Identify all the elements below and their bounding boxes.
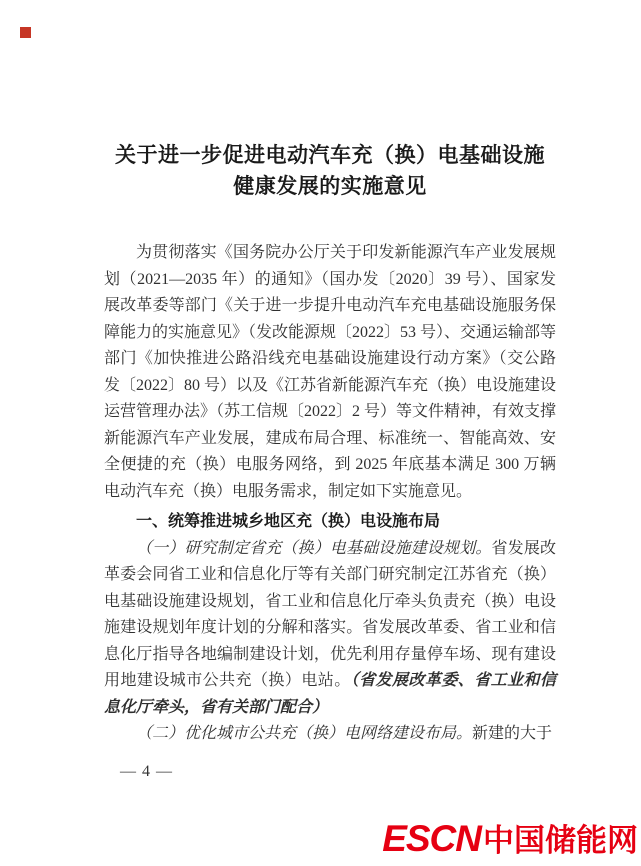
paragraph-item-1 — [104, 536, 556, 722]
escn-logo-text-en: ESCN — [382, 818, 481, 859]
text-segment: 为贯彻落实《国务院办公厅关于印发新能源汽车产业发展规划（2021—2035 年）的通知》（国办发〔2020〕39 号）、国家发展改革委等部门《关于进一步提升电动汽车充电基础设施服务保障能力的实施意见》（发改能源规〔2022〕53 号）、交通运输部等部门《加快推进公路沿线充电基础设施建设行动方案》（交公路发〔2022〕80 号）以及《江苏省新能源汽车充（换）电设施建设运营管理办法》（苏工信规〔2022〕2 号）等文件精神，有效支撑新能源汽车产业发展，建成布局合理、标准统一、智能高效、安全便捷的充（换）电服务网络，到 2025 年底基本满足 300 万辆电动汽车充（换）电服务需求，制定如下实施意见。 — [104, 244, 557, 500]
escn-logo — [382, 819, 638, 866]
document-title — [104, 140, 556, 202]
item-1-lead-segment: （一）研究制定省充（换）电基础设施建设规划。 — [136, 539, 492, 557]
document-title-line-1: 关于进一步促进电动汽车充（换）电基础设施 — [115, 143, 545, 167]
paragraph-item-2 — [104, 721, 556, 748]
item-2-body-segment: 新建的大于 — [472, 725, 553, 742]
item-2-lead-segment: （二）优化城市公共充（换）电网络建设布局。 — [136, 725, 473, 742]
text-segment: 一、统筹推进城乡地区充（换）电设施布局 — [136, 513, 441, 530]
item-1-body-segment: 省发展改革委会同省工业和信息化厅等有关部门研究制定江苏省充（换）电基础设施建设规划，省工业和信息化厅牵头负责充（换）电设施建设规划年度计划的分解和落实。省发展改革委、省工业和信息化厅指导各地编制建设计划，优先利用存量停车场、现有建设用地建设城市公共充（换）电站。 — [104, 539, 556, 689]
paragraph-intro — [104, 240, 556, 505]
red-corner-mark — [20, 27, 31, 38]
document-title-line-2: 健康发展的实施意见 — [233, 174, 427, 198]
escn-logo-text-cn: 中国储能网 — [483, 823, 638, 858]
page-number: — 4 — — [120, 763, 173, 780]
section-1-heading — [104, 509, 556, 536]
document-content — [104, 140, 556, 748]
item-1-responsibility-segment: （省发展改革委、省工业和信息化厅牵头，省有关部门配合） — [104, 672, 556, 716]
